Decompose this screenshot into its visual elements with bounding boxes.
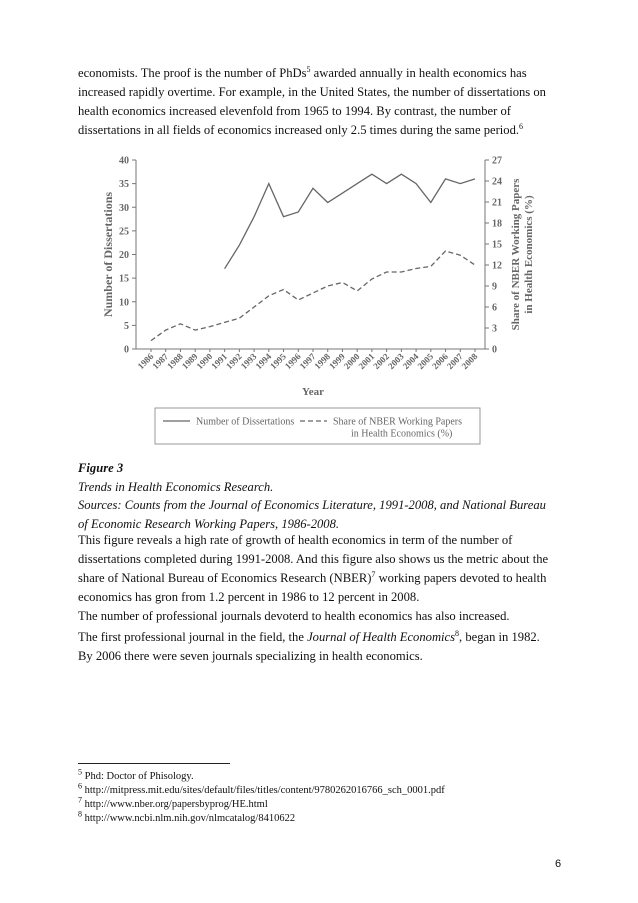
dissertations-point xyxy=(297,211,299,213)
y-axis-title: Number of Dissertations xyxy=(101,191,115,318)
y2-tick-label: 18 xyxy=(492,218,502,230)
y2-tick-label: 27 xyxy=(492,155,502,167)
footnote-6[interactable] xyxy=(78,781,445,798)
dissertations-point xyxy=(341,192,343,194)
dissertations-point xyxy=(400,173,402,175)
nber-share-point xyxy=(312,292,314,294)
y2-tick-label: 0 xyxy=(492,344,497,356)
dissertations-point xyxy=(444,178,446,180)
legend-label-nber xyxy=(333,417,462,440)
dissertations-point xyxy=(253,216,255,218)
nber-share-point xyxy=(415,267,417,269)
y2-tick-label: 6 xyxy=(492,302,497,314)
x-tick-label: 1993 xyxy=(238,351,259,372)
body-p3-line-2: By 2006 there were seven journals specializing in health economics. xyxy=(78,649,423,663)
nber-share-point xyxy=(385,271,387,273)
dissertations-point xyxy=(371,173,373,175)
body-text: share of National Bureau of Economics Research (NBER) xyxy=(78,571,372,585)
x-tick-label: 2002 xyxy=(371,351,392,372)
dissertations-point xyxy=(312,187,314,189)
nber-share-point xyxy=(474,264,476,266)
dissertations-point xyxy=(238,244,240,246)
x-tick-label: 1997 xyxy=(297,351,318,372)
y-tick-label: 30 xyxy=(119,202,129,214)
body-p1-line-2: dissertations completed during 1991-2008. And this figure also shows us the metric about the xyxy=(78,552,549,566)
x-tick-label: 1998 xyxy=(312,351,333,372)
y-tick-label: 15 xyxy=(119,273,129,285)
body-p3-line-1 xyxy=(78,628,561,647)
x-tick-label: 1994 xyxy=(253,351,274,372)
footnote-7[interactable] xyxy=(78,795,268,812)
y2-tick-label: 21 xyxy=(492,197,502,209)
x-tick-label: 1989 xyxy=(179,351,200,372)
dissertations-point xyxy=(327,201,329,203)
x-tick-label: 2006 xyxy=(430,351,450,372)
footnote-ref-6[interactable]: 6 xyxy=(519,121,524,131)
dissertations-point xyxy=(356,182,358,184)
dissertations-point xyxy=(282,216,284,218)
intro-line-2: increased rapidly overtime. For example, in the United States, the number of dissertations on xyxy=(78,85,546,99)
nber-share-point xyxy=(371,278,373,280)
body-p1-line-3 xyxy=(78,569,561,588)
x-tick-label: 2004 xyxy=(400,351,421,372)
page-number: 6 xyxy=(555,858,562,870)
footnote-ref-5[interactable]: 5 xyxy=(306,64,311,74)
legend-label-line: in Health Economics (%) xyxy=(351,428,453,440)
y-tick-label: 10 xyxy=(119,297,129,309)
nber-share-point xyxy=(194,329,196,331)
nber-share-point xyxy=(165,329,167,331)
x-tick-label: 2005 xyxy=(415,351,436,372)
y2-axis-title-line: in Health Economics (%) xyxy=(523,195,535,314)
x-tick-label: 2000 xyxy=(341,351,362,372)
footnote-number: 6 xyxy=(78,781,82,791)
y-tick-label: 20 xyxy=(119,250,129,261)
y-tick-label: 40 xyxy=(119,155,129,167)
nber-share-line xyxy=(151,251,475,341)
footnote-ref-7[interactable]: 7 xyxy=(371,569,376,579)
journal-title: Journal of Health Economics xyxy=(307,630,456,644)
legend-label-dissertations: Number of Dissertations xyxy=(196,416,295,428)
x-tick-label: 2007 xyxy=(444,351,465,372)
nber-share-point xyxy=(444,250,446,252)
footnote-number: 5 xyxy=(78,767,82,777)
dissertations-line xyxy=(225,174,475,269)
x-tick-label: 1991 xyxy=(209,351,230,372)
footnote-number: 8 xyxy=(78,809,82,819)
intro-text: economists. The proof is the number of PhDs xyxy=(78,66,307,80)
nber-share-point xyxy=(341,281,343,283)
body-p2: The number of professional journals devoterd to health economics has also increased. xyxy=(78,609,510,623)
dissertations-point xyxy=(385,182,387,184)
y2-tick-label: 15 xyxy=(492,239,502,251)
nber-share-point xyxy=(400,271,402,273)
y-tick-label: 25 xyxy=(119,226,129,238)
x-tick-label: 1990 xyxy=(194,351,215,372)
intro-line-3: health economics increased elevenfold from 1965 to 1994. By contrast, the number of xyxy=(78,104,511,118)
x-tick-label: 1992 xyxy=(223,351,244,372)
x-axis-title: Year xyxy=(302,386,324,398)
nber-share-point xyxy=(297,299,299,301)
y2-tick-label: 24 xyxy=(492,176,502,188)
x-tick-label: 2008 xyxy=(459,351,480,372)
legend-label-line: Share of NBER Working Papers xyxy=(333,416,462,428)
body-p1-line-4: economics has gron from 1.2 percent in 1986 to 12 percent in 2008. xyxy=(78,590,420,604)
dissertations-point xyxy=(223,267,225,269)
x-tick-label: 2003 xyxy=(385,351,406,372)
body-p1-line-1: This figure reveals a high rate of growth of health economics in term of the number of xyxy=(78,533,513,547)
footnote-8[interactable] xyxy=(78,809,296,826)
nber-share-point xyxy=(179,323,181,325)
figure-sources-line-2: of Economic Research Working Papers, 1986-2008. xyxy=(78,516,340,531)
body-text: working papers devoted to health xyxy=(375,571,547,585)
nber-share-point xyxy=(459,254,461,256)
nber-share-point xyxy=(327,285,329,287)
figure-caption xyxy=(78,459,561,533)
y2-axis-title xyxy=(510,178,535,330)
body-text: The first professional journal in the field, the xyxy=(78,630,308,644)
footnote-ref-8[interactable]: 8 xyxy=(455,628,460,638)
nber-share-point xyxy=(238,317,240,319)
x-tick-label: 1996 xyxy=(282,351,303,372)
footnote-divider xyxy=(78,763,230,764)
y2-tick-label: 12 xyxy=(492,260,502,272)
nber-share-point xyxy=(356,290,358,292)
figure-label: Figure 3 xyxy=(78,461,124,475)
nber-share-point xyxy=(253,306,255,308)
footnote-link[interactable]: http://mitpress.mit.edu/sites/default/files/titles/content/9780262016766_sch_0001.pdf xyxy=(82,785,445,796)
footnote-text: Phd: Doctor of Phisology. xyxy=(82,771,194,782)
y2-tick-label: 9 xyxy=(492,281,497,293)
nber-share-point xyxy=(268,295,270,297)
x-tick-label: 1995 xyxy=(268,351,288,372)
dissertations-point xyxy=(268,182,270,184)
nber-share-point xyxy=(209,325,211,327)
y-tick-label: 0 xyxy=(124,344,129,356)
y2-axis-title-line: Share of NBER Working Papers xyxy=(510,178,522,331)
dissertations-point xyxy=(430,201,432,203)
nber-share-point xyxy=(282,288,284,290)
x-tick-label: 1988 xyxy=(165,351,185,372)
x-tick-label: 2001 xyxy=(356,351,377,372)
dissertations-point xyxy=(459,182,461,184)
footnote-number: 7 xyxy=(78,795,82,805)
y2-tick-label: 3 xyxy=(492,323,497,335)
dissertations-point xyxy=(415,182,417,184)
intro-text: awarded annually in health economics has xyxy=(310,66,527,80)
nber-share-point xyxy=(150,339,152,341)
x-tick-label: 1987 xyxy=(150,351,171,372)
footnote-5 xyxy=(78,767,194,784)
intro-text: dissertations in all fields of economics increased only 2.5 times during the same period. xyxy=(78,123,520,137)
figure-sources-line-1: Sources: Counts from the Journal of Economics Literature, 1991-2008, and National Bureau xyxy=(78,498,546,512)
y-tick-label: 5 xyxy=(124,320,129,332)
dissertations-point xyxy=(474,178,476,180)
footnote-link[interactable]: http://www.nber.org/papersbyprog/HE.html xyxy=(82,799,268,810)
x-tick-label: 1986 xyxy=(135,351,156,372)
body-text: , began in 1982. xyxy=(459,630,540,644)
footnote-link[interactable]: http://www.ncbi.nlm.nih.gov/nlmcatalog/8410622 xyxy=(82,813,296,824)
nber-share-point xyxy=(223,321,225,323)
figure-title: Trends in Health Economics Research. xyxy=(78,479,274,494)
nber-share-point xyxy=(430,265,432,267)
x-tick-label: 1999 xyxy=(327,351,347,372)
y-tick-label: 35 xyxy=(119,179,129,191)
